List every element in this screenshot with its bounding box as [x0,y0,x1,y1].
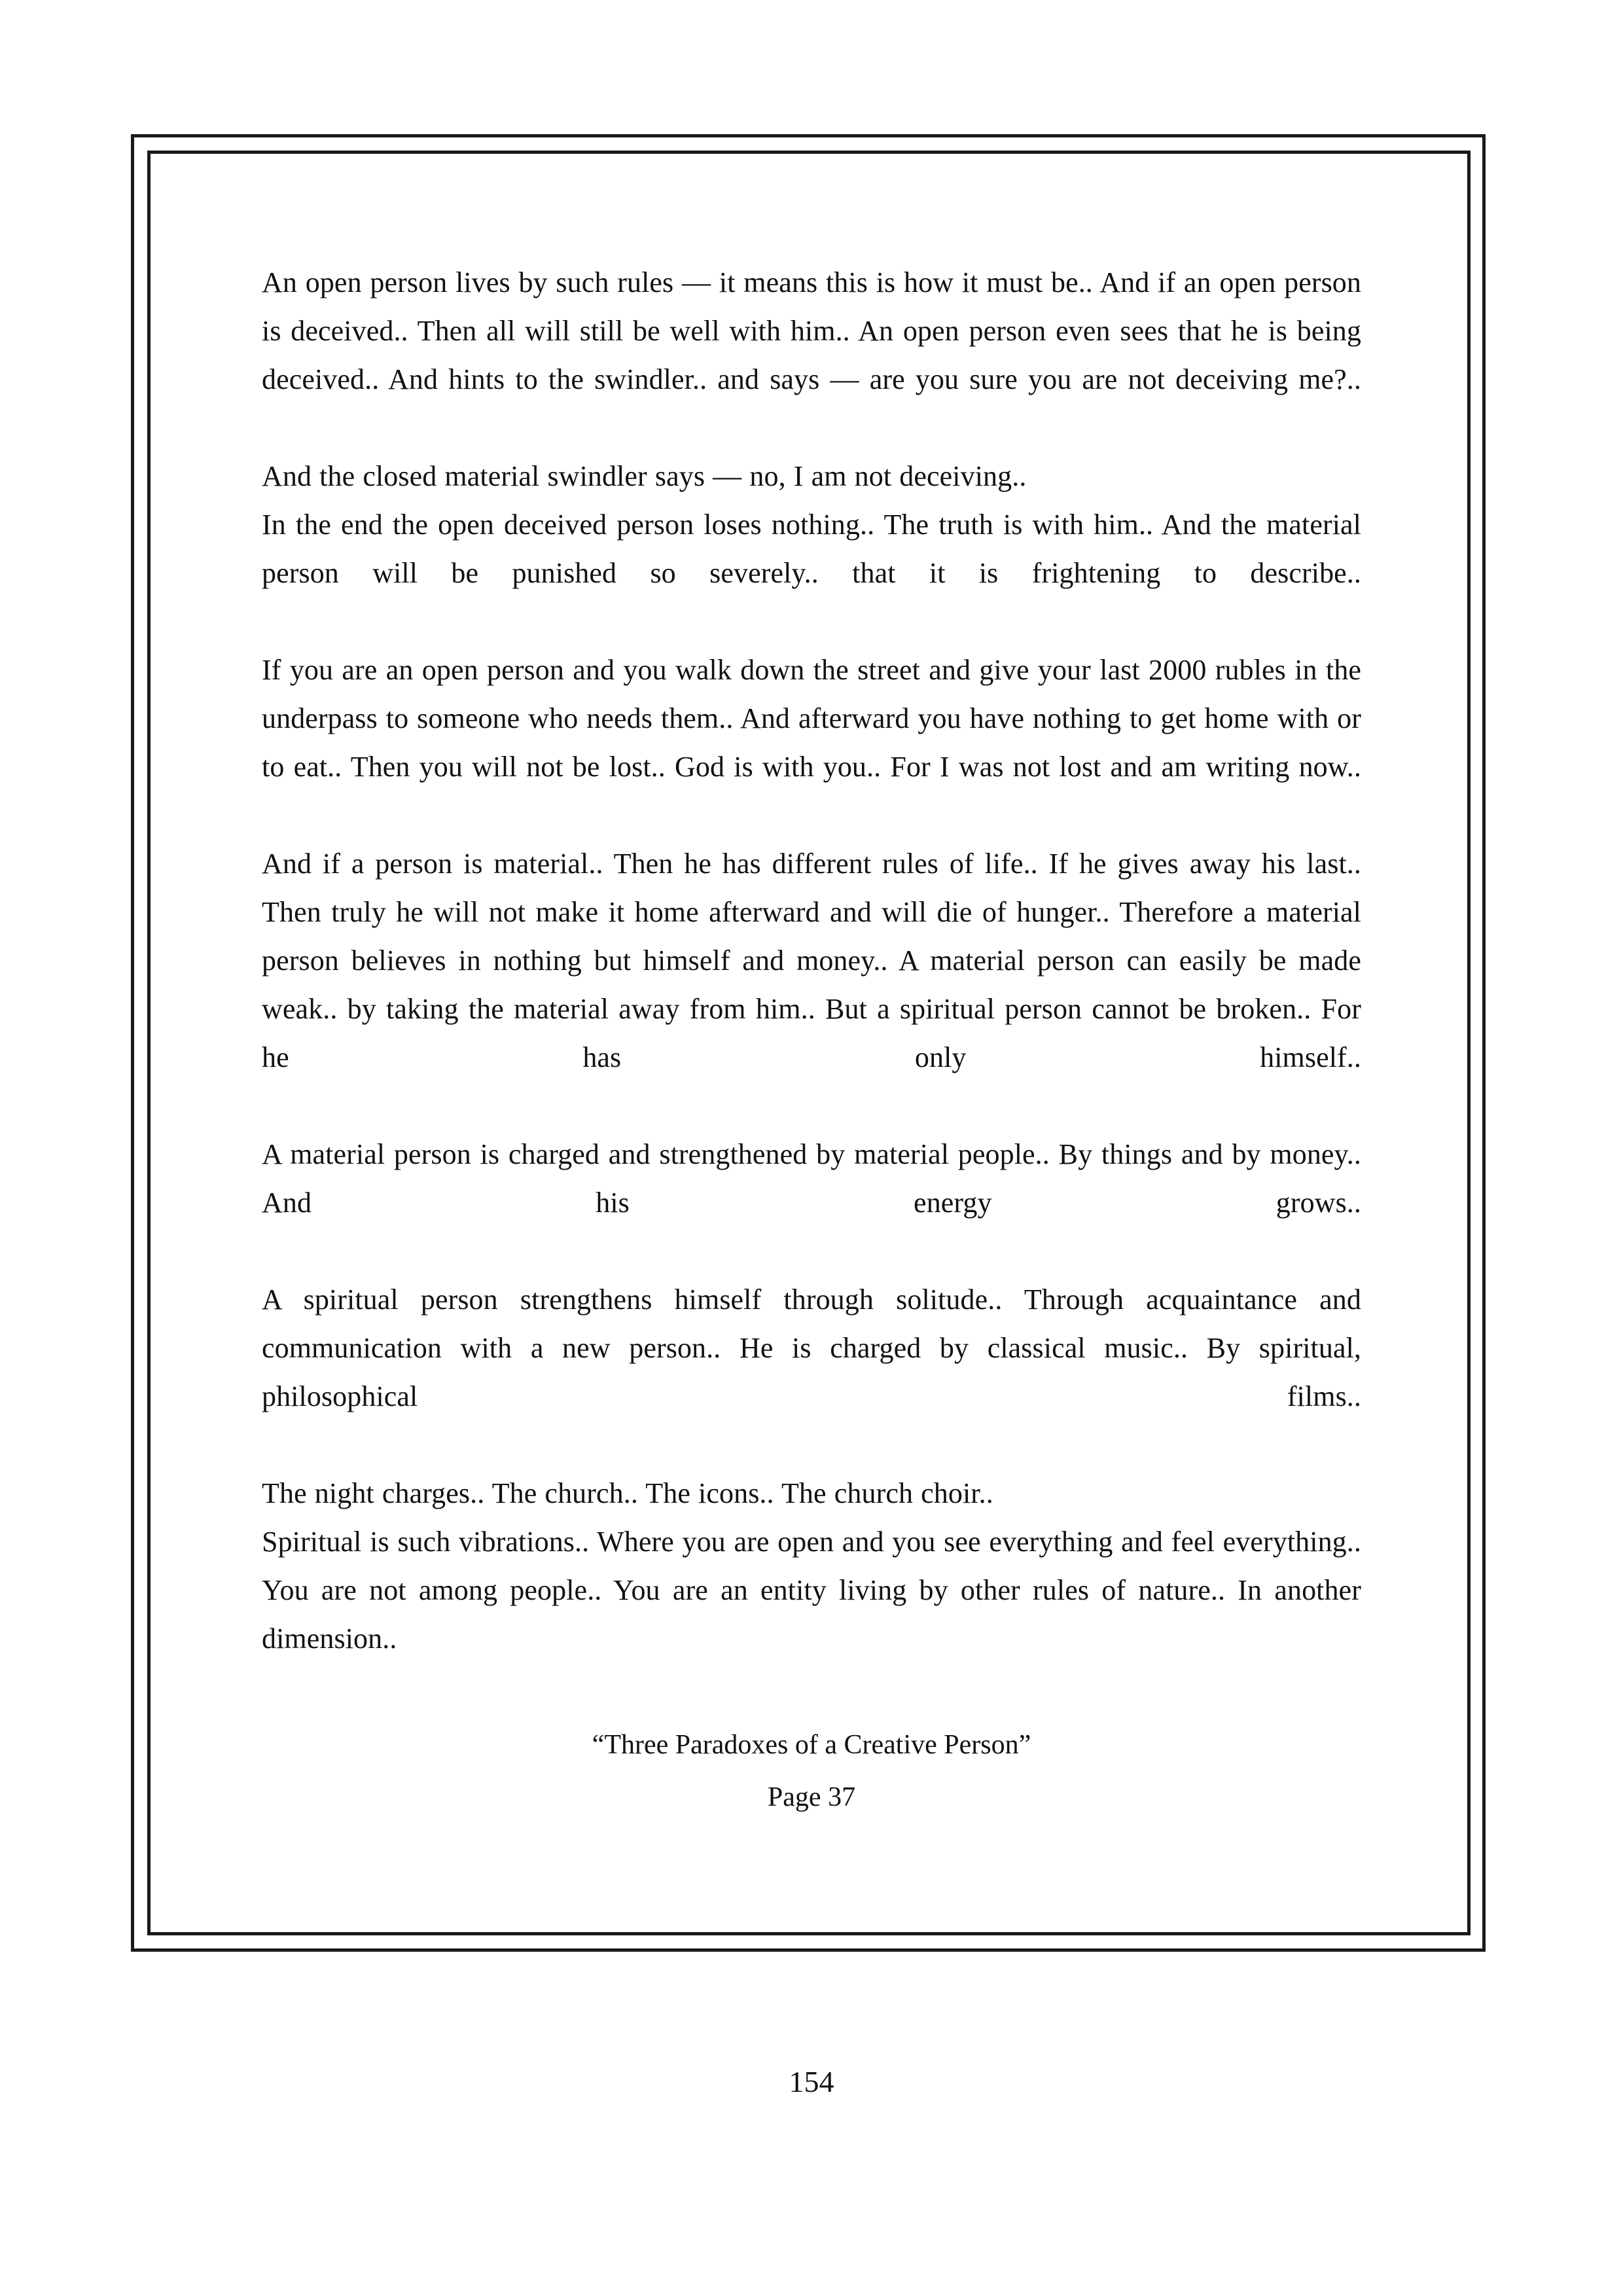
body-paragraph: An open person lives by such rules — it means this is how it must be.. And if an open person is deceived.. Then all will still be well with him.. An open person even sees that he is being deceived.. And hints to the swindler.. and says — are you sure you are not deceiving me?.. [262,266,1361,395]
book-title: “Three Paradoxes of a Creative Person” [592,1730,1031,1760]
folio-number: 154 [789,2065,834,2098]
body-paragraph: A material person is charged and strengthened by material people.. By things and by money.. And his energy grows.. [262,1138,1361,1219]
body-paragraph: A spiritual person strengthens himself through solitude.. Through acquaintance and communication with a new person.. He is charged by classical music.. By spiritual, philosophical films.. [262,1283,1361,1412]
body-paragraph: And the closed material swindler says — no, I am not deceiving.. [262,460,1027,492]
body-paragraph: Spiritual is such vibrations.. Where you are open and you see everything and feel everything.. You are not among people.. You are an entity living by other rules of nature.. In another dimension.. [262,1526,1361,1655]
page-footer [262,1725,1361,1818]
body-paragraph: In the end the open deceived person loses nothing.. The truth is with him.. And the material person will be punished so severely.. that it is frightening to describe.. [262,509,1361,589]
chapter-page-label: Page 37 [767,1782,856,1812]
body-text-column [262,259,1361,1712]
body-paragraph: If you are an open person and you walk down the street and give your last 2000 rubles in the underpass to someone who needs them.. And afterward you have nothing to get home with or to eat.. Then you will not be lost.. God is with you.. For I was not lost and am writing now.. [262,654,1361,783]
body-paragraph: The night charges.. The church.. The icons.. The church choir.. [262,1477,993,1509]
body-paragraph: And if a person is material.. Then he has different rules of life.. If he gives away his last.. Then truly he will not make it home afterward and will die of hunger.. Therefore a material person believes in nothing but himself and money.. A material person can easily be made weak.. by taking the material away from him.. But a spiritual person cannot be broken.. For he has only himself.. [262,848,1361,1073]
